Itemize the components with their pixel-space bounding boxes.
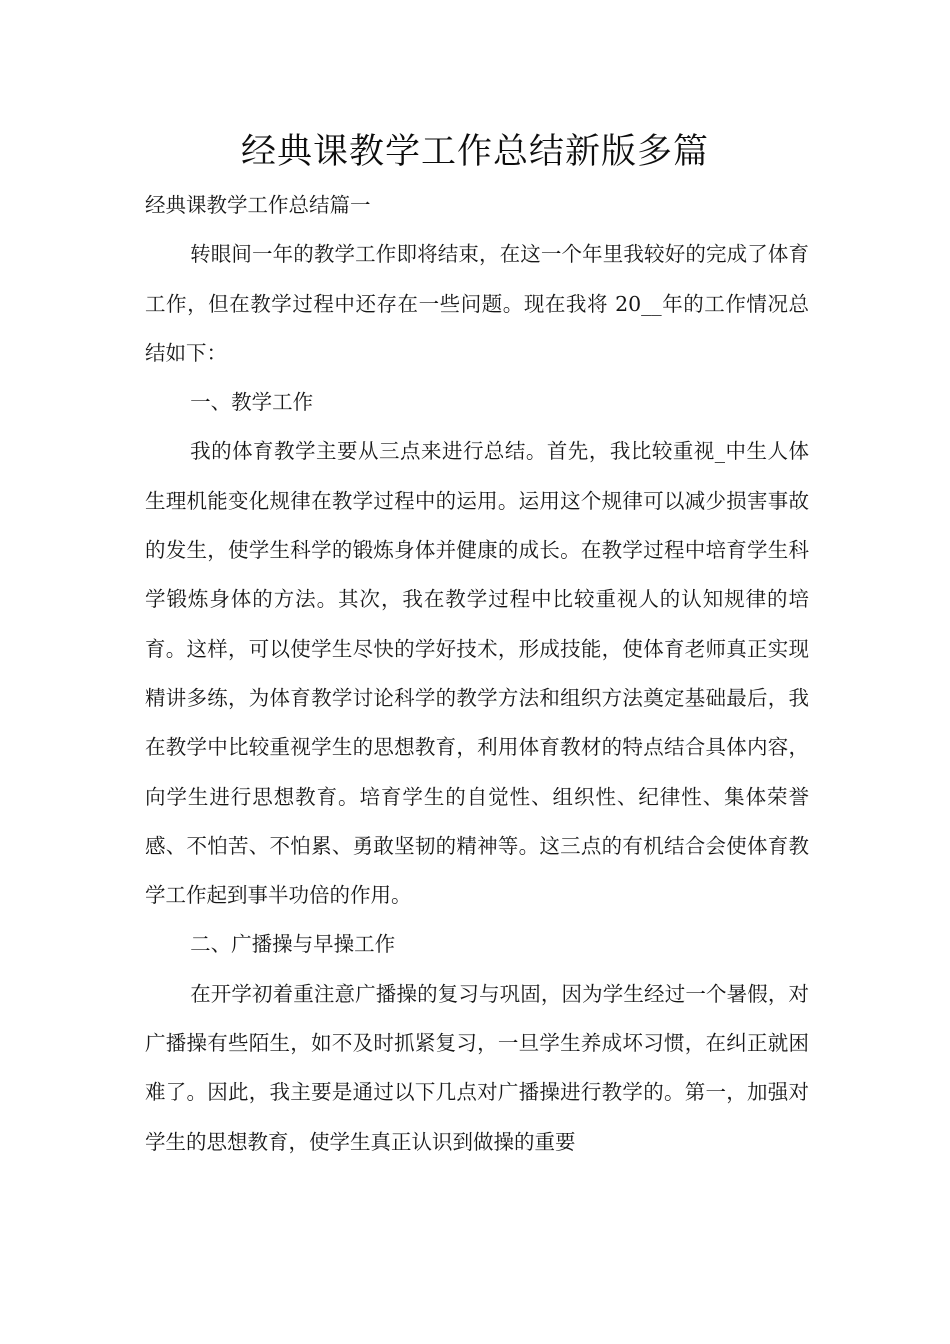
document-title: 经典课教学工作总结新版多篇 — [240, 132, 709, 172]
paragraph-teaching-work: 我的体育教学主要从三点来进行总结。首先，我比较重视_中生人体生理机能变化规律在教学过程中的运用。运用这个规律可以减少损害事故的发生，使学生科学的锻炼身体并健康的成长。在教学过程中培育学生科学锻炼身体的方法。其次，我在教学过程中比较重视人的认知规律的培育。这样，可以使学生尽快的学好技术，形成技能，使体育老师真正实现精讲多练，为体育教学讨论科学的教学方法和组织方法奠定基础最后，我在教学中比较重视学生的思想教育，利用体育教材的特点结合具体内容，向学生进行思想教育。培育学生的自觉性、组织性、纪律性、集体荣誉感、不怕苦、不怕累、勇敢坚韧的精神等。这三点的有机结合会使体育教学工作起到事半功倍的作用。 — [145, 439, 809, 908]
paragraph-intro: 转眼间一年的教学工作即将结束，在这一个年里我较好的完成了体育工作，但在教学过程中还存在一些问题。现在我将 20__年的工作情况总结如下： — [145, 242, 809, 365]
paragraph-broadcast-exercise: 在开学初着重注意广播操的复习与巩固，因为学生经过一个暑假，对广播操有些陌生，如不及时抓紧复习，一旦学生养成坏习惯，在纠正就困难了。因此，我主要是通过以下几点对广播操进行教学的。第一，加强对学生的思想教育，使学生真正认识到做操的重要 — [145, 981, 809, 1154]
subheading-broadcast-exercise: 二、广播操与早操工作 — [190, 932, 396, 957]
document-body — [145, 181, 809, 1167]
section-heading: 经典课教学工作总结篇一 — [145, 193, 371, 217]
subheading-teaching-work: 一、教学工作 — [190, 390, 314, 415]
